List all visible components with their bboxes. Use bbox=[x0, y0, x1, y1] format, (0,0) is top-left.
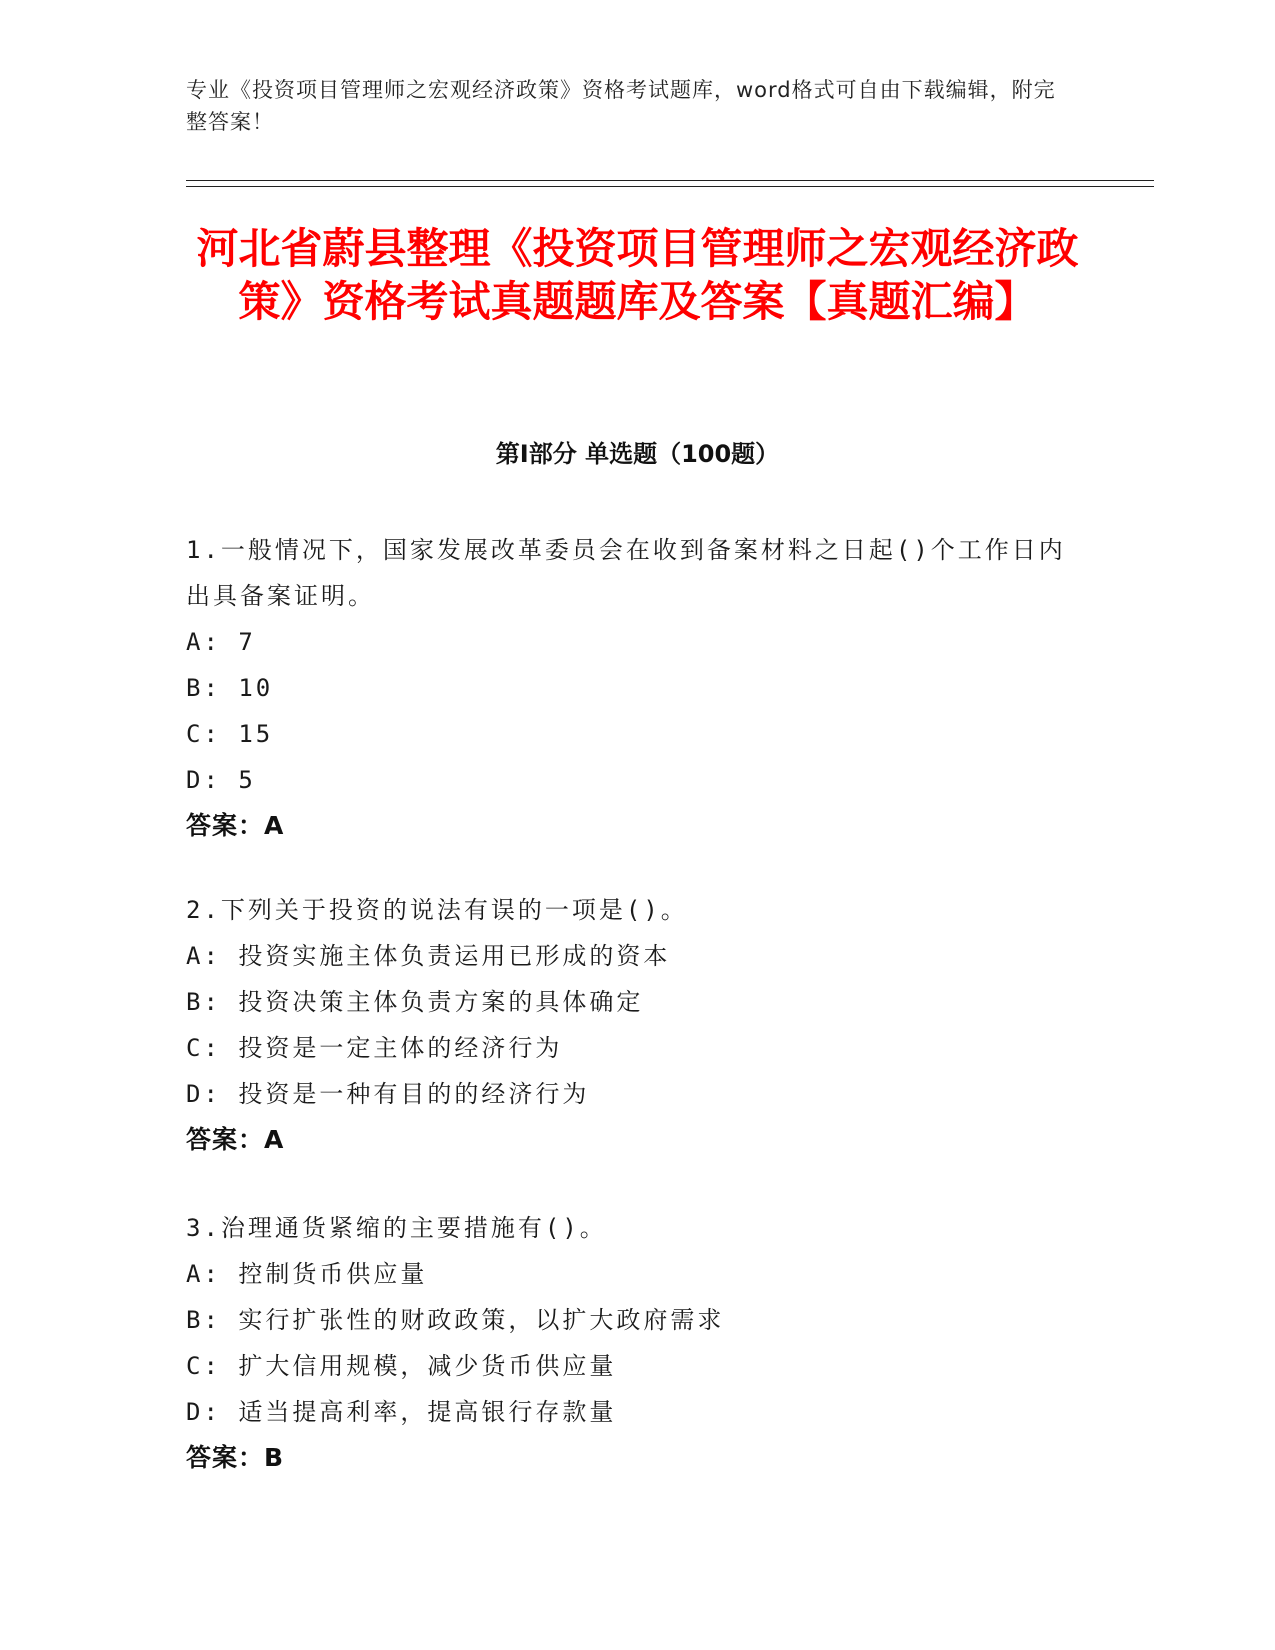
option-d: D: 投资是一种有目的的经济行为 bbox=[186, 1080, 590, 1108]
answer: 答案：A bbox=[186, 1125, 285, 1154]
question-stem: 3.治理通货紧缩的主要措施有()。 bbox=[186, 1214, 607, 1242]
header-divider-top bbox=[186, 180, 1154, 181]
option-a: A: 7 bbox=[186, 628, 256, 656]
answer: 答案：A bbox=[186, 811, 285, 840]
header-divider-bottom bbox=[186, 186, 1154, 187]
option-a: A: 投资实施主体负责运用已形成的资本 bbox=[186, 942, 671, 970]
option-b: B: 投资决策主体负责方案的具体确定 bbox=[186, 988, 644, 1016]
option-b: B: 10 bbox=[186, 674, 274, 702]
document-title: 河北省蔚县整理《投资项目管理师之宏观经济政策》资格考试真题题库及答案【真题汇编】 bbox=[196, 224, 1079, 326]
option-d: D: 适当提高利率，提高银行存款量 bbox=[186, 1398, 617, 1426]
section-heading: 第Ⅰ部分 单选题（100题） bbox=[495, 440, 780, 468]
option-c: C: 扩大信用规模，减少货币供应量 bbox=[186, 1352, 617, 1380]
option-c: C: 15 bbox=[186, 720, 274, 748]
option-c: C: 投资是一定主体的经济行为 bbox=[186, 1034, 563, 1062]
question-1 bbox=[186, 527, 1066, 849]
header-note: 专业《投资项目管理师之宏观经济政策》资格考试题库，word格式可自由下载编辑，附完整答案！ bbox=[186, 78, 1056, 134]
question-2 bbox=[186, 887, 1066, 1163]
answer: 答案：B bbox=[186, 1443, 285, 1472]
question-stem: 2.下列关于投资的说法有误的一项是()。 bbox=[186, 896, 688, 924]
question-stem: 1.一般情况下，国家发展改革委员会在收到备案材料之日起()个工作日内出具备案证明。 bbox=[186, 536, 1066, 610]
option-b: B: 实行扩张性的财政政策，以扩大政府需求 bbox=[186, 1306, 725, 1334]
option-a: A: 控制货币供应量 bbox=[186, 1260, 428, 1288]
option-d: D: 5 bbox=[186, 766, 256, 794]
question-3 bbox=[186, 1205, 1066, 1481]
